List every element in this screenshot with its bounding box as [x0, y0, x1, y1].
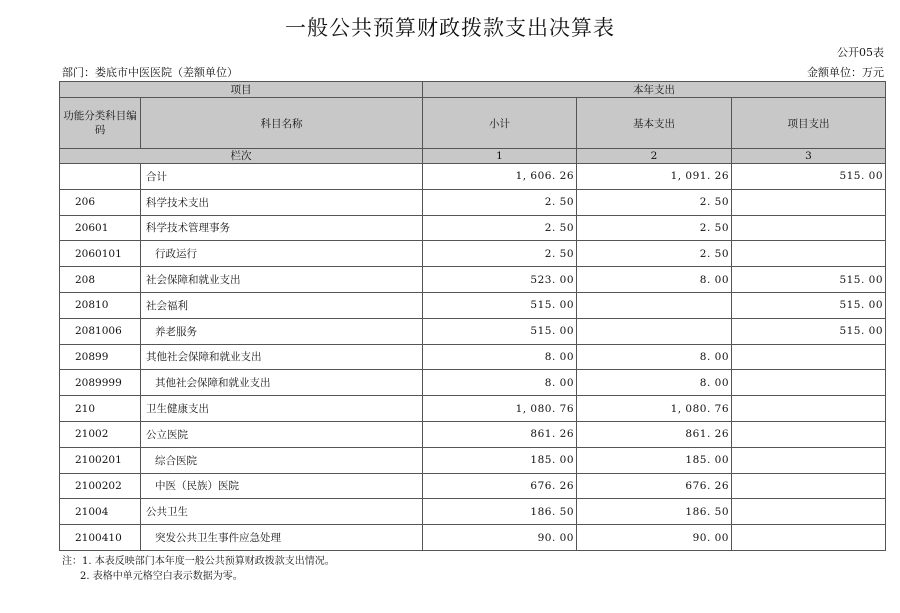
row-code: 2100201: [60, 447, 141, 473]
table-row: [60, 318, 886, 344]
row-subject-name: 社会福利: [141, 292, 423, 318]
row-subtotal: 186. 50: [423, 499, 577, 525]
table-row: [60, 370, 886, 396]
row-subject-name: 合计: [141, 164, 423, 190]
row-subtotal: 2. 50: [423, 241, 577, 267]
row-project-expenditure: 515. 00: [732, 164, 886, 190]
row-subtotal: 8. 00: [423, 344, 577, 370]
row-project-expenditure: [732, 189, 886, 215]
row-project-expenditure: [732, 215, 886, 241]
header-row-column-numbers: [60, 149, 886, 164]
row-code: 210: [60, 396, 141, 422]
row-subtotal: 8. 00: [423, 370, 577, 396]
row-subject-name: 其他社会保障和就业支出: [141, 344, 423, 370]
table-row: [60, 473, 886, 499]
row-project-expenditure: [732, 396, 886, 422]
row-code: 208: [60, 267, 141, 293]
row-project-expenditure: [732, 370, 886, 396]
column-number-1: 1: [423, 149, 577, 164]
header-column-index-label: 栏次: [60, 149, 423, 164]
header-annual-expenditure: 本年支出: [423, 82, 886, 98]
row-basic-expenditure: 2. 50: [577, 189, 732, 215]
header-basic-expenditure: 基本支出: [577, 98, 732, 149]
row-subject-name: 科学技术管理事务: [141, 215, 423, 241]
row-code: 2060101: [60, 241, 141, 267]
row-basic-expenditure: [577, 292, 732, 318]
row-subtotal: 2. 50: [423, 215, 577, 241]
row-code: 206: [60, 189, 141, 215]
row-code: 21004: [60, 499, 141, 525]
row-subject-name: 卫生健康支出: [141, 396, 423, 422]
row-subtotal: 1, 606. 26: [423, 164, 577, 190]
row-basic-expenditure: 861. 26: [577, 421, 732, 447]
table-row: [60, 164, 886, 190]
amount-unit-label: 金额单位：万元: [807, 66, 884, 79]
page-title: 一般公共预算财政拨款支出决算表: [285, 16, 615, 40]
row-project-expenditure: [732, 499, 886, 525]
row-basic-expenditure: 8. 00: [577, 267, 732, 293]
footnote-2: 2. 表格中单元格空白表示数据为零。: [80, 571, 243, 582]
row-basic-expenditure: 185. 00: [577, 447, 732, 473]
row-code: [60, 164, 141, 190]
row-basic-expenditure: 8. 00: [577, 370, 732, 396]
row-code: 20601: [60, 215, 141, 241]
row-project-expenditure: [732, 447, 886, 473]
row-subject-name: 公共卫生: [141, 499, 423, 525]
footnote-1: 注：1. 本表反映部门本年度一般公共预算财政拨款支出情况。: [62, 556, 335, 567]
column-number-2: 2: [577, 149, 732, 164]
header-row-top: [60, 82, 886, 98]
row-basic-expenditure: 1, 091. 26: [577, 164, 732, 190]
row-subject-name: 公立医院: [141, 421, 423, 447]
header-item: 项目: [60, 82, 423, 98]
row-code: 2100410: [60, 525, 141, 551]
row-basic-expenditure: [577, 318, 732, 344]
column-number-3: 3: [732, 149, 886, 164]
table-row: [60, 396, 886, 422]
row-project-expenditure: [732, 241, 886, 267]
row-subtotal: 523. 00: [423, 267, 577, 293]
row-subject-name: 突发公共卫生事件应急处理: [141, 525, 423, 551]
row-subtotal: 1, 080. 76: [423, 396, 577, 422]
row-project-expenditure: 515. 00: [732, 292, 886, 318]
table-row: [60, 421, 886, 447]
row-subtotal: 861. 26: [423, 421, 577, 447]
row-subtotal: 515. 00: [423, 292, 577, 318]
header-subtotal: 小计: [423, 98, 577, 149]
row-subject-name: 中医（民族）医院: [141, 473, 423, 499]
row-project-expenditure: 515. 00: [732, 267, 886, 293]
row-subtotal: 676. 26: [423, 473, 577, 499]
table-row: [60, 189, 886, 215]
table-row: [60, 241, 886, 267]
row-subtotal: 185. 00: [423, 447, 577, 473]
row-code: 2100202: [60, 473, 141, 499]
row-subtotal: 90. 00: [423, 525, 577, 551]
row-project-expenditure: [732, 525, 886, 551]
row-basic-expenditure: 8. 00: [577, 344, 732, 370]
row-subject-name: 综合医院: [141, 447, 423, 473]
row-subtotal: 515. 00: [423, 318, 577, 344]
department-label: 部门：娄底市中医医院（差额单位）: [62, 66, 238, 79]
header-project-expenditure: 项目支出: [732, 98, 886, 149]
row-project-expenditure: 515. 00: [732, 318, 886, 344]
row-basic-expenditure: 2. 50: [577, 241, 732, 267]
header-subject-name: 科目名称: [141, 98, 423, 149]
table-row: [60, 499, 886, 525]
row-code: 20810: [60, 292, 141, 318]
table-row: [60, 267, 886, 293]
row-subject-name: 行政运行: [141, 241, 423, 267]
expenditure-table: [59, 81, 886, 551]
row-subject-name: 养老服务: [141, 318, 423, 344]
table-row: [60, 344, 886, 370]
row-subject-name: 其他社会保障和就业支出: [141, 370, 423, 396]
row-code: 21002: [60, 421, 141, 447]
row-subject-name: 社会保障和就业支出: [141, 267, 423, 293]
row-project-expenditure: [732, 344, 886, 370]
row-project-expenditure: [732, 473, 886, 499]
row-basic-expenditure: 2. 50: [577, 215, 732, 241]
table-row: [60, 292, 886, 318]
header-row-columns: [60, 98, 886, 149]
form-number: 公开05表: [837, 46, 884, 59]
row-code: 2081006: [60, 318, 141, 344]
row-basic-expenditure: 90. 00: [577, 525, 732, 551]
row-basic-expenditure: 1, 080. 76: [577, 396, 732, 422]
header-function-code: 功能分类科目编码: [60, 98, 141, 149]
row-basic-expenditure: 676. 26: [577, 473, 732, 499]
footnotes: [62, 554, 335, 584]
row-subtotal: 2. 50: [423, 189, 577, 215]
row-code: 2089999: [60, 370, 141, 396]
row-code: 20899: [60, 344, 141, 370]
table-row: [60, 447, 886, 473]
row-basic-expenditure: 186. 50: [577, 499, 732, 525]
row-project-expenditure: [732, 421, 886, 447]
table-row: [60, 215, 886, 241]
table-row: [60, 525, 886, 551]
row-subject-name: 科学技术支出: [141, 189, 423, 215]
